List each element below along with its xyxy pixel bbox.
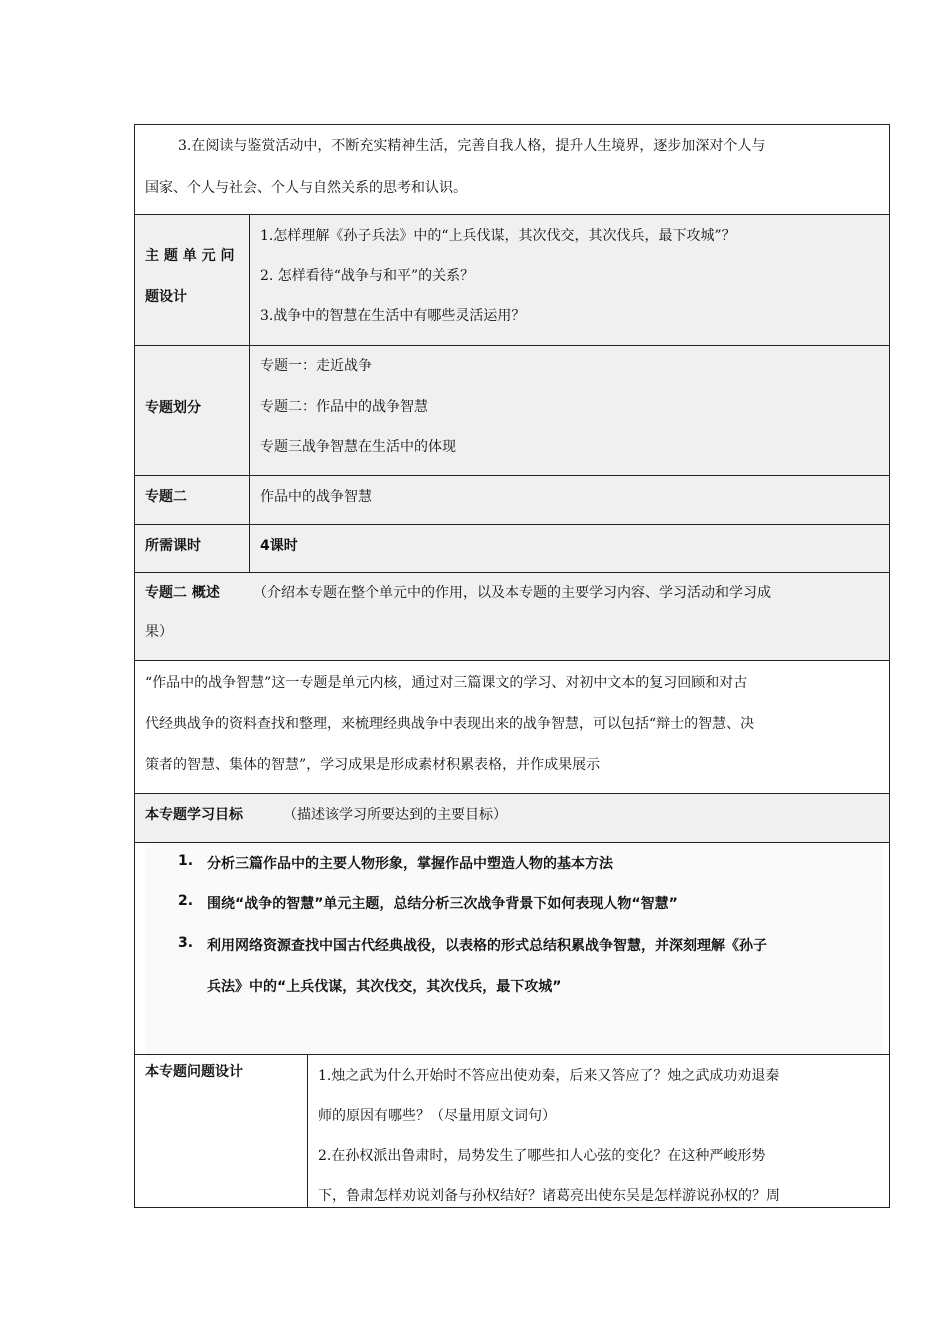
overview-body-line-1: “作品中的战争智慧”这一专题是单元内核，通过对三篇课文的学习、对初中文本的复习回顾和对古 — [145, 675, 748, 691]
theme-question-label-line-2: 题设计 — [145, 289, 187, 305]
class-hours-label-text: 所需课时 — [145, 538, 201, 554]
objectives-list — [145, 843, 883, 1054]
overview-body-row — [135, 661, 889, 794]
objective-3-number: 3. — [178, 935, 194, 951]
objective-1-text: 分析三篇作品中的主要人物形象，掌握作品中塑造人物的基本方法 — [207, 856, 613, 872]
overview-header-row — [135, 573, 889, 661]
topic-two-value: 作品中的战争智慧 — [260, 489, 372, 505]
question-design-line-4: 下，鲁肃怎样劝说刘备与孙权结好？诸葛亮出使东吴是怎样游说孙权的？周 — [318, 1188, 780, 1204]
theme-question-cell — [250, 215, 889, 345]
theme-question-label-line-1: 主 题 单 元 问 — [145, 248, 235, 264]
topic-two-cell — [250, 476, 889, 524]
theme-question-2: 2. 怎样看待“战争与和平”的关系？ — [260, 268, 475, 284]
question-design-line-1: 1.烛之武为什么开始时不答应出使劝秦，后来又答应了？烛之武成功劝退秦 — [318, 1068, 780, 1084]
class-hours-value: 4课时 — [260, 538, 298, 554]
theme-question-1: 1.怎样理解《孙子兵法》中的“上兵伐谋，其次伐交，其次伐兵，最下攻城”？ — [260, 228, 736, 244]
topic-division-cell — [250, 346, 889, 475]
objective-3-text-line-2: 兵法》中的“上兵伐谋，其次伐交，其次伐兵，最下攻城” — [207, 979, 562, 995]
goal-3-line-1: 3.在阅读与鉴赏活动中，不断充实精神生活，完善自我人格，提升人生境界，逐步加深对个人与 — [178, 138, 766, 154]
objective-1-number: 1. — [178, 853, 194, 869]
class-hours-cell — [250, 525, 889, 572]
overview-desc-line-2: 果） — [145, 624, 173, 640]
goals-continued-row — [135, 125, 889, 215]
objective-2-text: 围绕“战争的智慧”单元主题，总结分析三次战争背景下如何表现人物“智慧” — [207, 896, 678, 912]
question-design-cell — [308, 1055, 889, 1208]
topic-item-3: 专题三战争智慧在生活中的体现 — [260, 439, 456, 455]
theme-question-row — [135, 215, 889, 346]
objective-3-text-line-1: 利用网络资源查找中国古代经典战役，以表格的形式总结积累战争智慧，并深刻理解《孙子 — [207, 938, 767, 954]
overview-desc-line-1: （介绍本专题在整个单元中的作用，以及本专题的主要学习内容、学习活动和学习成 — [253, 585, 771, 601]
objectives-header-row — [135, 794, 889, 843]
theme-question-3: 3.战争中的智慧在生活中有哪些灵活运用？ — [260, 308, 526, 324]
objective-2-number: 2. — [178, 893, 194, 909]
topic-two-label — [135, 476, 250, 524]
topic-item-2: 专题二：作品中的战争智慧 — [260, 399, 428, 415]
topic-division-row — [135, 346, 889, 476]
class-hours-row — [135, 525, 889, 573]
question-design-line-3: 2.在孙权派出鲁肃时，局势发生了哪些扣人心弦的变化？在这种严峻形势 — [318, 1148, 766, 1164]
question-design-line-2: 师的原因有哪些？（尽量用原文词句） — [318, 1108, 556, 1124]
topic-item-1: 专题一：走近战争 — [260, 358, 372, 374]
question-design-label — [135, 1055, 308, 1208]
class-hours-label — [135, 525, 250, 572]
objectives-list-row — [135, 843, 889, 1055]
question-design-row — [135, 1055, 889, 1208]
topic-division-label — [135, 346, 250, 475]
overview-body-line-2: 代经典战争的资料查找和整理，来梳理经典战争中表现出来的战争智慧，可以包括“辩士的智慧、决 — [145, 716, 755, 732]
topic-two-row — [135, 476, 889, 525]
topic-two-label-text: 专题二 — [145, 489, 187, 505]
theme-question-label — [135, 215, 250, 345]
goal-3-line-2: 国家、个人与社会、个人与自然关系的思考和认识。 — [145, 180, 467, 196]
lesson-plan-table — [134, 124, 890, 1208]
objectives-label: 本专题学习目标 — [145, 807, 243, 823]
objectives-desc: （描述该学习所要达到的主要目标） — [283, 807, 507, 823]
overview-body-line-3: 策者的智慧、集体的智慧”，学习成果是形成素材积累表格，并作成果展示 — [145, 757, 601, 773]
topic-division-label-text: 专题划分 — [145, 400, 201, 416]
overview-label: 专题二 概述 — [145, 585, 220, 601]
question-design-label-text: 本专题问题设计 — [145, 1064, 243, 1080]
